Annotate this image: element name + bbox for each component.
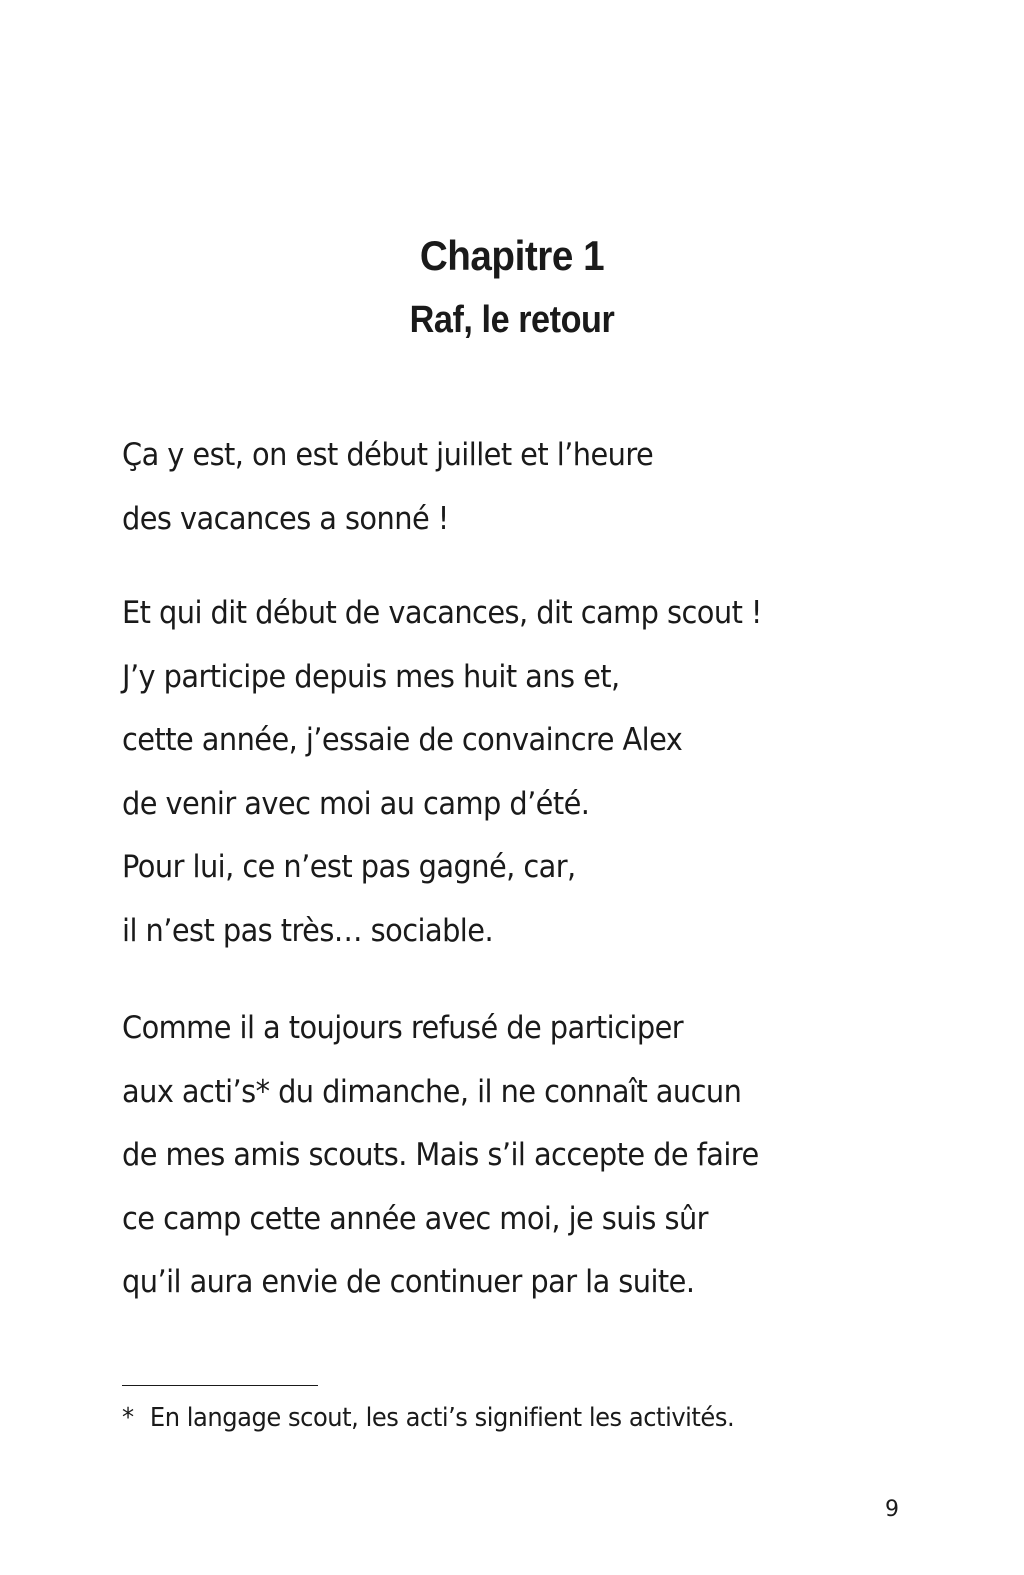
text-line: Ça y est, on est début juillet et l’heure xyxy=(122,437,654,473)
chapter-title: Raf, le retour xyxy=(409,299,615,341)
text-line: Comme il a toujours refusé de participer xyxy=(122,1010,684,1046)
page-number: 9 xyxy=(885,1497,899,1522)
text-line: cette année, j’essaie de convaincre Alex xyxy=(122,722,683,758)
text-line: des vacances a sonné ! xyxy=(122,500,449,537)
text-line: de mes amis scouts. Mais s’il accepte de faire xyxy=(122,1137,759,1173)
paragraph xyxy=(122,424,922,551)
text-line: de venir avec moi au camp d’été. xyxy=(122,785,590,822)
footnote xyxy=(122,1398,734,1438)
text-line: qu’il aura envie de continuer par la suite. xyxy=(122,1264,695,1300)
paragraph xyxy=(122,997,922,1315)
chapter-number: Chapitre 1 xyxy=(419,232,605,279)
footnote-text: En langage scout, les acti’s signifient les activités. xyxy=(149,1403,735,1433)
text-line: Pour lui, ce n’est pas gagné, car, xyxy=(122,849,576,885)
paragraph xyxy=(122,582,922,963)
text-line: il n’est pas très… sociable. xyxy=(122,912,494,949)
text-line: ce camp cette année avec moi, je suis sûr xyxy=(122,1200,708,1237)
text-line: J’y participe depuis mes huit ans et, xyxy=(122,658,620,695)
footnote-marker: * xyxy=(122,1403,134,1433)
footnote-divider xyxy=(122,1385,318,1386)
text-line: Et qui dit début de vacances, dit camp scout ! xyxy=(122,595,762,631)
text-line: aux acti’s* du dimanche, il ne connaît aucun xyxy=(122,1073,742,1110)
